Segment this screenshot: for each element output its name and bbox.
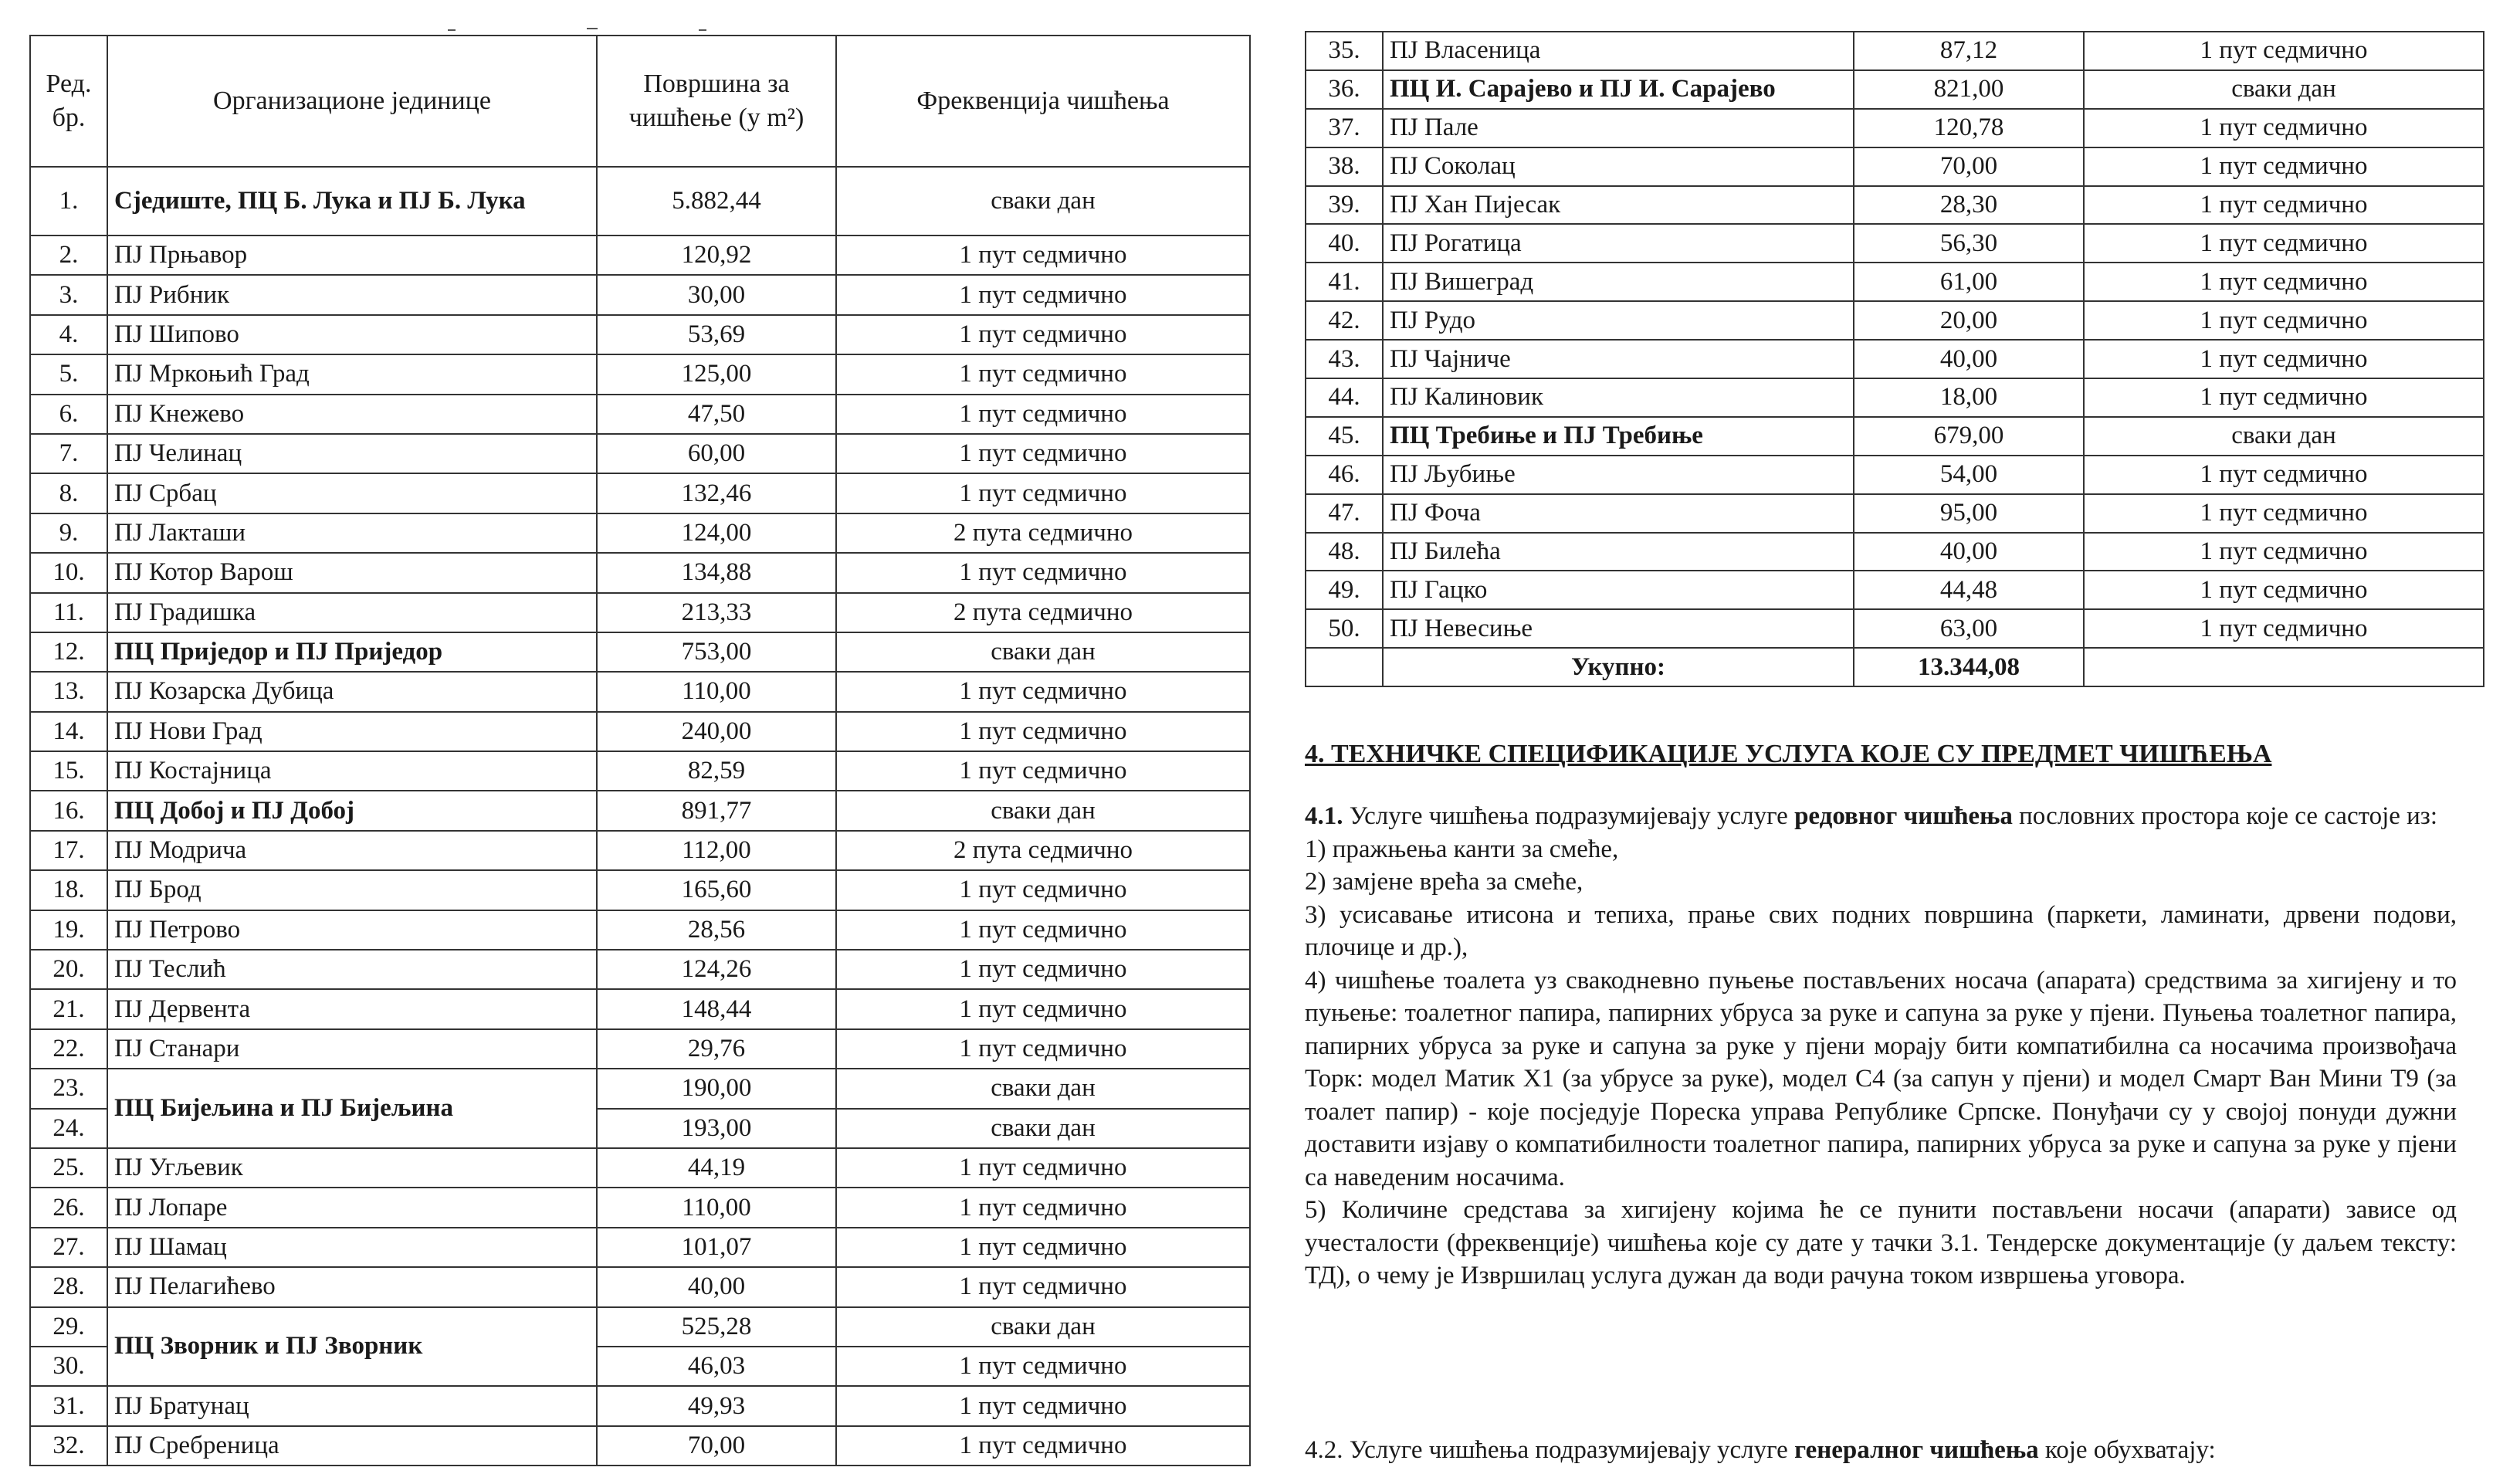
scan-mark <box>448 29 456 31</box>
row-number: 12. <box>30 632 107 672</box>
table-row <box>1306 70 2484 109</box>
frequency-value: 1 пут седмично <box>836 950 1250 989</box>
table-row <box>30 950 1250 989</box>
unit-name: ПЦ Бијељина и ПЈ Бијељина <box>107 1069 597 1148</box>
table-row <box>1306 378 2484 417</box>
header-unit: Организационе јединице <box>107 36 597 167</box>
cleaning-area-table-right <box>1305 31 2484 687</box>
unit-name: ПЈ Кнежево <box>107 395 597 434</box>
frequency-value: 1 пут седмично <box>836 751 1250 791</box>
row-number: 10. <box>30 553 107 592</box>
row-number: 42. <box>1306 301 1383 340</box>
table-row <box>1306 456 2484 494</box>
total-label: Укупно: <box>1383 648 1854 686</box>
cleaning-area-table-left <box>29 35 1251 1466</box>
frequency-value: 2 пута седмично <box>836 593 1250 632</box>
row-number: 49. <box>1306 571 1383 609</box>
area-value: 148,44 <box>597 989 836 1028</box>
unit-name: ПЈ Рогатица <box>1383 224 1854 263</box>
table-header-row <box>30 36 1250 167</box>
area-value: 120,78 <box>1854 109 2084 147</box>
row-number: 32. <box>30 1426 107 1466</box>
unit-name: ПЈ Љубиње <box>1383 456 1854 494</box>
row-number: 27. <box>30 1228 107 1267</box>
row-number: 26. <box>30 1188 107 1227</box>
frequency-value: 2 пута седмично <box>836 831 1250 870</box>
empty-cell <box>2084 648 2484 686</box>
area-value: 28,30 <box>1854 186 2084 225</box>
total-value: 13.344,08 <box>1854 648 2084 686</box>
frequency-value: 1 пут седмично <box>836 236 1250 275</box>
empty-cell <box>1306 648 1383 686</box>
unit-name: ПЈ Калиновик <box>1383 378 1854 417</box>
row-number: 11. <box>30 593 107 632</box>
area-value: 110,00 <box>597 1188 836 1227</box>
unit-name: ПЦ Приједор и ПЈ Приједор <box>107 632 597 672</box>
table-row <box>1306 109 2484 147</box>
area-value: 20,00 <box>1854 301 2084 340</box>
frequency-value: сваки дан <box>836 1307 1250 1347</box>
unit-name: ПЈ Сребреница <box>107 1426 597 1466</box>
frequency-value: сваки дан <box>836 1069 1250 1108</box>
area-value: 753,00 <box>597 632 836 672</box>
area-value: 56,30 <box>1854 224 2084 263</box>
area-value: 40,00 <box>1854 533 2084 571</box>
frequency-value: 1 пут седмично <box>836 870 1250 910</box>
area-value: 124,00 <box>597 513 836 553</box>
frequency-value: 1 пут седмично <box>2084 224 2484 263</box>
area-value: 124,26 <box>597 950 836 989</box>
frequency-value: 1 пут седмично <box>836 1347 1250 1386</box>
table-row <box>30 1386 1250 1425</box>
area-value: 891,77 <box>597 791 836 830</box>
paragraph-4-2 <box>1305 1436 2216 1465</box>
unit-name: ПЈ Угљевик <box>107 1148 597 1188</box>
row-number: 4. <box>30 315 107 354</box>
total-row <box>1306 648 2484 686</box>
table-row <box>1306 147 2484 186</box>
table-row <box>30 434 1250 473</box>
table-row <box>30 870 1250 910</box>
unit-name: ПЈ Теслић <box>107 950 597 989</box>
frequency-value: 1 пут седмично <box>2084 263 2484 301</box>
row-number: 18. <box>30 870 107 910</box>
unit-name: ПЈ Модрича <box>107 831 597 870</box>
frequency-value: 1 пут седмично <box>836 672 1250 711</box>
frequency-value: сваки дан <box>836 791 1250 830</box>
right-table-body <box>1306 32 2484 686</box>
left-table-body <box>30 167 1250 1466</box>
unit-name: ПЈ Гацко <box>1383 571 1854 609</box>
unit-name: ПЈ Мркоњић Град <box>107 354 597 394</box>
table-row <box>1306 533 2484 571</box>
table-row <box>30 553 1250 592</box>
area-value: 63,00 <box>1854 609 2084 648</box>
section-body <box>1305 800 2457 1293</box>
unit-name: ПЈ Рибник <box>107 275 597 314</box>
list-item: 1) пражњења канти за смеће, <box>1305 835 1619 863</box>
row-number: 21. <box>30 989 107 1028</box>
table-row <box>30 1188 1250 1227</box>
area-value: 44,19 <box>597 1148 836 1188</box>
table-row <box>30 167 1250 236</box>
row-number: 24. <box>30 1109 107 1148</box>
table-row <box>1306 494 2484 533</box>
row-number: 36. <box>1306 70 1383 109</box>
table-row <box>1306 340 2484 378</box>
frequency-value: сваки дан <box>2084 417 2484 456</box>
row-number: 35. <box>1306 32 1383 70</box>
area-value: 70,00 <box>1854 147 2084 186</box>
unit-name: ПЈ Рудо <box>1383 301 1854 340</box>
area-value: 120,92 <box>597 236 836 275</box>
paragraph-text: 4.2. Услуге чишћења подразумијевају услуге <box>1305 1436 1795 1464</box>
frequency-value: 1 пут седмично <box>2084 378 2484 417</box>
table-row <box>1306 417 2484 456</box>
unit-name: ПЦ И. Сарајево и ПЈ И. Сарајево <box>1383 70 1854 109</box>
unit-name: ПЈ Котор Варош <box>107 553 597 592</box>
list-item: 2) замјене врећа за смеће, <box>1305 868 1583 896</box>
area-value: 60,00 <box>597 434 836 473</box>
area-value: 679,00 <box>1854 417 2084 456</box>
unit-name: ПЈ Србац <box>107 473 597 513</box>
area-value: 5.882,44 <box>597 167 836 236</box>
area-value: 61,00 <box>1854 263 2084 301</box>
table-row <box>30 473 1250 513</box>
unit-name: ПЈ Лакташи <box>107 513 597 553</box>
area-value: 240,00 <box>597 712 836 751</box>
area-value: 821,00 <box>1854 70 2084 109</box>
section-title: 4. ТЕХНИЧКЕ СПЕЦИФИКАЦИЈЕ УСЛУГА КОЈЕ СУ ПРЕДМЕТ ЧИШЋЕЊА <box>1305 740 2272 768</box>
table-row <box>1306 571 2484 609</box>
frequency-value: сваки дан <box>836 167 1250 236</box>
area-value: 101,07 <box>597 1228 836 1267</box>
frequency-value: 1 пут седмично <box>2084 456 2484 494</box>
table-row <box>30 1426 1250 1466</box>
paragraph-emphasis: редовног чишћења <box>1794 802 2013 830</box>
area-value: 18,00 <box>1854 378 2084 417</box>
area-value: 125,00 <box>597 354 836 394</box>
frequency-value: 1 пут седмично <box>2084 571 2484 609</box>
row-number: 39. <box>1306 186 1383 225</box>
table-row <box>30 354 1250 394</box>
list-item: 5) Количине средстава за хигијену којима ће се пунити постављени носачи (апарати) зависе од учесталости (фреквенције) чишћења које су дате у тачки 3.1. Тендерске документације (у даљем тексту: ТД), о чему је Извршилац услуга дужан да води рачуна током извршења уговора. <box>1305 1196 2457 1289</box>
unit-name: ПЦ Добој и ПЈ Добој <box>107 791 597 830</box>
unit-name: ПЈ Соколац <box>1383 147 1854 186</box>
table-row <box>30 751 1250 791</box>
area-value: 44,48 <box>1854 571 2084 609</box>
row-number: 29. <box>30 1307 107 1347</box>
row-number: 15. <box>30 751 107 791</box>
row-number: 30. <box>30 1347 107 1386</box>
area-value: 46,03 <box>597 1347 836 1386</box>
unit-name: ПЈ Градишка <box>107 593 597 632</box>
area-value: 47,50 <box>597 395 836 434</box>
unit-name: ПЈ Шипово <box>107 315 597 354</box>
row-number: 13. <box>30 672 107 711</box>
frequency-value: 1 пут седмично <box>2084 494 2484 533</box>
area-value: 112,00 <box>597 831 836 870</box>
header-no: Ред. бр. <box>30 36 107 167</box>
row-number: 43. <box>1306 340 1383 378</box>
table-row <box>30 513 1250 553</box>
table-row <box>1306 32 2484 70</box>
unit-name: ПЦ Зворник и ПЈ Зворник <box>107 1307 597 1387</box>
table-row <box>30 395 1250 434</box>
area-value: 30,00 <box>597 275 836 314</box>
row-number: 38. <box>1306 147 1383 186</box>
frequency-value: 1 пут седмично <box>836 434 1250 473</box>
table-row <box>30 1307 1250 1347</box>
row-number: 19. <box>30 910 107 950</box>
unit-name: ПЈ Козарска Дубица <box>107 672 597 711</box>
unit-name: Сједиште, ПЦ Б. Лука и ПЈ Б. Лука <box>107 167 597 236</box>
row-number: 48. <box>1306 533 1383 571</box>
area-value: 525,28 <box>597 1307 836 1347</box>
row-number: 8. <box>30 473 107 513</box>
frequency-value: 2 пута седмично <box>836 513 1250 553</box>
row-number: 25. <box>30 1148 107 1188</box>
row-number: 5. <box>30 354 107 394</box>
row-number: 17. <box>30 831 107 870</box>
frequency-value: 1 пут седмично <box>836 989 1250 1028</box>
area-value: 82,59 <box>597 751 836 791</box>
frequency-value: 1 пут седмично <box>2084 109 2484 147</box>
row-number: 6. <box>30 395 107 434</box>
area-value: 190,00 <box>597 1069 836 1108</box>
unit-name: ПЈ Пале <box>1383 109 1854 147</box>
area-value: 29,76 <box>597 1029 836 1069</box>
table-row <box>30 1228 1250 1267</box>
area-value: 40,00 <box>597 1267 836 1306</box>
frequency-value: 1 пут седмично <box>836 1426 1250 1466</box>
row-number: 22. <box>30 1029 107 1069</box>
table-row <box>30 315 1250 354</box>
table-row <box>30 672 1250 711</box>
paragraph-text: пословних простора које се састоје из: <box>2012 802 2438 830</box>
area-value: 193,00 <box>597 1109 836 1148</box>
frequency-value: 1 пут седмично <box>2084 32 2484 70</box>
frequency-value: 1 пут седмично <box>836 1148 1250 1188</box>
area-value: 134,88 <box>597 553 836 592</box>
row-number: 41. <box>1306 263 1383 301</box>
paragraph-text: Услуге чишћења подразумијевају услуге <box>1343 802 1795 830</box>
paragraph-4-1 <box>1305 800 2457 833</box>
area-value: 95,00 <box>1854 494 2084 533</box>
frequency-value: 1 пут седмично <box>836 275 1250 314</box>
unit-name: ПЈ Станари <box>107 1029 597 1069</box>
frequency-value: 1 пут седмично <box>836 910 1250 950</box>
scan-mark <box>699 29 706 31</box>
paragraph-text: које обухватају: <box>2038 1436 2216 1464</box>
table-row <box>30 275 1250 314</box>
frequency-value: 1 пут седмично <box>836 473 1250 513</box>
unit-name: ПЈ Челинац <box>107 434 597 473</box>
area-value: 213,33 <box>597 593 836 632</box>
area-value: 40,00 <box>1854 340 2084 378</box>
frequency-value: 1 пут седмично <box>2084 340 2484 378</box>
area-value: 53,69 <box>597 315 836 354</box>
table-row <box>30 1029 1250 1069</box>
table-row <box>30 791 1250 830</box>
unit-name: ПЈ Чајниче <box>1383 340 1854 378</box>
frequency-value: 1 пут седмично <box>2084 533 2484 571</box>
frequency-value: 1 пут седмично <box>836 1228 1250 1267</box>
row-number: 23. <box>30 1069 107 1108</box>
unit-name: ПЈ Фоча <box>1383 494 1854 533</box>
frequency-value: 1 пут седмично <box>836 1386 1250 1425</box>
list-item: 4) чишћење тоалета уз свакодневно пуњење постављених носача (апарата) средствима за хигијену и то пуњење: тоалетног папира, папирних убруса за руке и сапуна за руке у пјени. Пуњења тоалетног папира, папирних убруса за руке и сапуна за руке у пјени морају бити компатибилна са носачима произвођача Торк: модел Матик X1 (за убрусе за руке), модел С4 (за сапун у пјени) и модел Смарт Ван Мини Т9 (за тоалет папир) - које посједује Пореска управа Републике Српске. Понуђачи су у својој понуди дужни доставити изјаву о компатибилности тоалетног папира, папирних убруса за руке и сапуна за руке у пјени са наведеним носачима. <box>1305 966 2457 1191</box>
frequency-value: 1 пут седмично <box>836 395 1250 434</box>
unit-name: ПЈ Брод <box>107 870 597 910</box>
table-row <box>30 989 1250 1028</box>
table-row <box>30 712 1250 751</box>
header-area: Површина за чишћење (у m²) <box>597 36 836 167</box>
header-frequency: Фреквенција чишћења <box>836 36 1250 167</box>
area-value: 70,00 <box>597 1426 836 1466</box>
table-row <box>1306 301 2484 340</box>
table-row <box>1306 224 2484 263</box>
area-value: 165,60 <box>597 870 836 910</box>
table-row <box>30 1267 1250 1306</box>
frequency-value: 1 пут седмично <box>2084 301 2484 340</box>
row-number: 3. <box>30 275 107 314</box>
row-number: 50. <box>1306 609 1383 648</box>
frequency-value: сваки дан <box>2084 70 2484 109</box>
unit-name: ПЈ Петрово <box>107 910 597 950</box>
row-number: 44. <box>1306 378 1383 417</box>
frequency-value: 1 пут седмично <box>836 1029 1250 1069</box>
table-row <box>1306 186 2484 225</box>
area-value: 132,46 <box>597 473 836 513</box>
unit-name: ПЈ Хан Пијесак <box>1383 186 1854 225</box>
table-row <box>30 593 1250 632</box>
paragraph-number: 4.1. <box>1305 802 1343 830</box>
frequency-value: 1 пут седмично <box>2084 147 2484 186</box>
unit-name: ПЈ Лопаре <box>107 1188 597 1227</box>
table-row <box>30 632 1250 672</box>
row-number: 37. <box>1306 109 1383 147</box>
row-number: 2. <box>30 236 107 275</box>
frequency-value: 1 пут седмично <box>836 1188 1250 1227</box>
unit-name: ПЈ Костајница <box>107 751 597 791</box>
unit-name: ПЈ Вишеград <box>1383 263 1854 301</box>
row-number: 14. <box>30 712 107 751</box>
frequency-value: сваки дан <box>836 632 1250 672</box>
frequency-value: 1 пут седмично <box>2084 609 2484 648</box>
row-number: 1. <box>30 167 107 236</box>
table-row <box>30 910 1250 950</box>
table-row <box>30 831 1250 870</box>
table-row <box>1306 263 2484 301</box>
row-number: 16. <box>30 791 107 830</box>
row-number: 40. <box>1306 224 1383 263</box>
unit-name: ПЈ Пелагићево <box>107 1267 597 1306</box>
area-value: 28,56 <box>597 910 836 950</box>
unit-name: ПЈ Дервента <box>107 989 597 1028</box>
frequency-value: 1 пут седмично <box>836 315 1250 354</box>
row-number: 9. <box>30 513 107 553</box>
unit-name: ПЦ Требиње и ПЈ Требиње <box>1383 417 1854 456</box>
scan-mark <box>587 28 598 29</box>
area-value: 49,93 <box>597 1386 836 1425</box>
unit-name: ПЈ Власеница <box>1383 32 1854 70</box>
frequency-value: 1 пут седмично <box>836 1267 1250 1306</box>
row-number: 28. <box>30 1267 107 1306</box>
list-item: 3) усисавање итисона и тепиха, прање свих подних површина (паркети, ламинати, дрвени подови, плочице и др.), <box>1305 900 2457 961</box>
row-number: 46. <box>1306 456 1383 494</box>
unit-name: ПЈ Прњавор <box>107 236 597 275</box>
row-number: 47. <box>1306 494 1383 533</box>
area-value: 54,00 <box>1854 456 2084 494</box>
table-row <box>30 1069 1250 1108</box>
unit-name: ПЈ Шамац <box>107 1228 597 1267</box>
frequency-value: 1 пут седмично <box>836 354 1250 394</box>
frequency-value: 1 пут седмично <box>2084 186 2484 225</box>
area-value: 110,00 <box>597 672 836 711</box>
paragraph-emphasis: генералног чишћења <box>1794 1436 2039 1464</box>
frequency-value: 1 пут седмично <box>836 553 1250 592</box>
table-row <box>30 236 1250 275</box>
frequency-value: 1 пут седмично <box>836 712 1250 751</box>
unit-name: ПЈ Билећа <box>1383 533 1854 571</box>
row-number: 20. <box>30 950 107 989</box>
unit-name: ПЈ Нови Град <box>107 712 597 751</box>
unit-name: ПЈ Невесиње <box>1383 609 1854 648</box>
table-row <box>30 1148 1250 1188</box>
table-row <box>1306 609 2484 648</box>
frequency-value: сваки дан <box>836 1109 1250 1148</box>
unit-name: ПЈ Братунац <box>107 1386 597 1425</box>
row-number: 45. <box>1306 417 1383 456</box>
row-number: 31. <box>30 1386 107 1425</box>
row-number: 7. <box>30 434 107 473</box>
area-value: 87,12 <box>1854 32 2084 70</box>
